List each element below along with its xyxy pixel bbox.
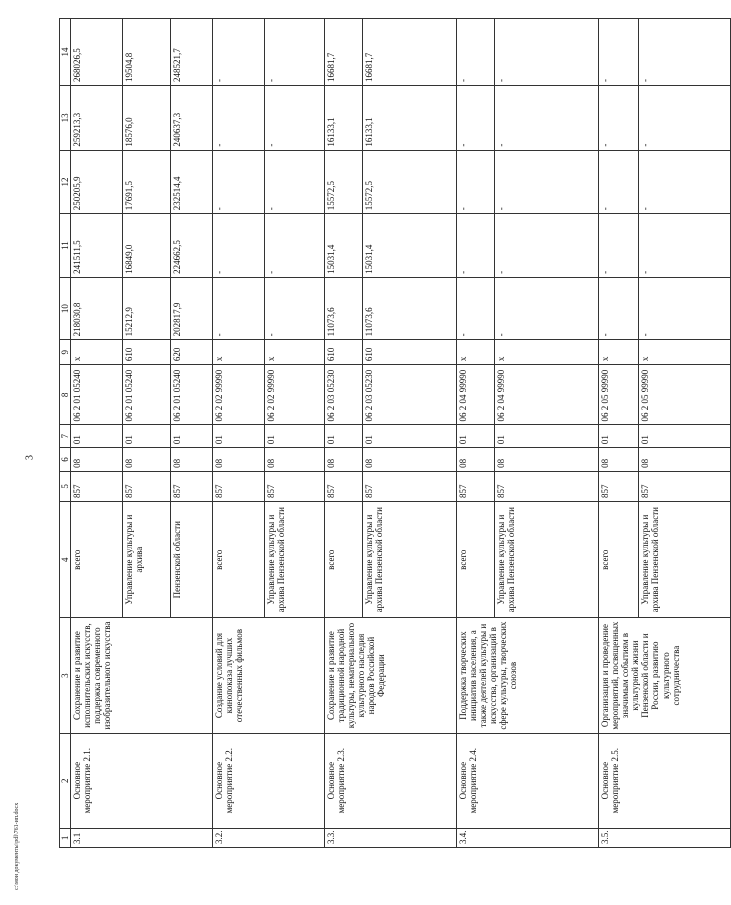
section-code: 08	[325, 448, 363, 472]
subsection-code: 01	[599, 425, 639, 448]
column-number-7: 7	[60, 425, 71, 448]
event-description: Создание условий для кинопоказа лучших отечественных фильмов	[213, 618, 325, 733]
event-name: Основное мероприятие 2.5.	[599, 733, 731, 828]
budget-table	[59, 18, 731, 848]
amount-col-12: 15572,5	[363, 150, 457, 214]
column-number-3: 3	[60, 618, 71, 733]
grbs-code: 857	[123, 471, 171, 501]
subsection-code: 01	[457, 425, 495, 448]
amount-col-10: -	[639, 277, 731, 340]
event-name: Основное мероприятие 2.3.	[325, 733, 457, 828]
executor-cell: всего	[71, 501, 123, 617]
amount-col-10: -	[599, 277, 639, 340]
expense-type-code: х	[71, 340, 123, 365]
subsection-code: 01	[265, 425, 325, 448]
amount-col-14: 16681,7	[363, 19, 457, 86]
expense-type-code: х	[639, 340, 731, 365]
grbs-code: 857	[171, 471, 213, 501]
grbs-code: 857	[363, 471, 457, 501]
section-code: 08	[495, 448, 599, 472]
amount-col-12: -	[639, 150, 731, 214]
expense-type-code: х	[213, 340, 265, 365]
amount-col-10: -	[457, 277, 495, 340]
column-number-6: 6	[60, 448, 71, 472]
table-row	[457, 19, 495, 848]
amount-col-13: 16133,1	[363, 85, 457, 150]
section-code: 08	[363, 448, 457, 472]
section-code: 08	[71, 448, 123, 472]
event-name: Основное мероприятие 2.1.	[71, 733, 213, 828]
footer-file-path: c:\мои документы\pdl\761-ип.docx	[14, 802, 20, 890]
expense-type-code: х	[265, 340, 325, 365]
event-description: Сохранение и развитие исполнительских искусств, поддержка современного изобразительного искусства	[71, 618, 213, 733]
amount-col-14: -	[495, 19, 599, 86]
amount-col-11: -	[495, 214, 599, 278]
target-article-code: 06 2 04 99990	[457, 365, 495, 425]
amount-col-11: -	[599, 214, 639, 278]
grbs-code: 857	[71, 471, 123, 501]
amount-col-12: -	[213, 150, 265, 214]
column-number-14: 14	[60, 19, 71, 86]
section-code: 08	[599, 448, 639, 472]
target-article-code: 06 2 03 05230	[325, 365, 363, 425]
expense-type-code: 610	[123, 340, 171, 365]
header-row	[60, 19, 71, 848]
column-number-10: 10	[60, 277, 71, 340]
amount-col-12: 17691,5	[123, 150, 171, 214]
amount-col-11: 224662,5	[171, 214, 213, 278]
executor-cell: всего	[457, 501, 495, 617]
executor-cell: всего	[213, 501, 265, 617]
executor-cell: Управление культуры и архива	[123, 501, 171, 617]
amount-col-13: -	[639, 85, 731, 150]
amount-col-14: 268026,5	[71, 19, 123, 86]
executor-cell: всего	[599, 501, 639, 617]
target-article-code: 06 2 05 99990	[599, 365, 639, 425]
section-code: 08	[265, 448, 325, 472]
table-row	[599, 19, 639, 848]
section-code: 08	[639, 448, 731, 472]
target-article-code: 06 2 01 05240	[171, 365, 213, 425]
item-number: 3.2.	[213, 828, 325, 847]
amount-col-10: -	[213, 277, 265, 340]
grbs-code: 857	[457, 471, 495, 501]
amount-col-11: -	[265, 214, 325, 278]
amount-col-12: -	[265, 150, 325, 214]
amount-col-12: -	[599, 150, 639, 214]
amount-col-11: 15031,4	[363, 214, 457, 278]
target-article-code: 06 2 03 05230	[363, 365, 457, 425]
amount-col-11: -	[457, 214, 495, 278]
amount-col-11: 16849,0	[123, 214, 171, 278]
target-article-code: 06 2 05 99990	[639, 365, 731, 425]
amount-col-12: 232514,4	[171, 150, 213, 214]
amount-col-12: 250205,9	[71, 150, 123, 214]
expense-type-code: 620	[171, 340, 213, 365]
amount-col-10: 11073,6	[325, 277, 363, 340]
table-body	[71, 19, 731, 848]
target-article-code: 06 2 02 99990	[265, 365, 325, 425]
target-article-code: 06 2 02 99990	[213, 365, 265, 425]
amount-col-13: 240637,3	[171, 85, 213, 150]
event-description: Сохранение и развитие традиционной народной культуры, нематериального культурного наследия народов Российской Федерации	[325, 618, 457, 733]
amount-col-11: -	[639, 214, 731, 278]
event-name: Основное мероприятие 2.2.	[213, 733, 325, 828]
grbs-code: 857	[213, 471, 265, 501]
table-row	[213, 19, 265, 848]
executor-cell: Управление культуры и архива Пензенской области	[639, 501, 731, 617]
executor-cell: Управление культуры и архива Пензенской области	[363, 501, 457, 617]
subsection-code: 01	[213, 425, 265, 448]
amount-col-14: 248521,7	[171, 19, 213, 86]
expense-type-code: х	[457, 340, 495, 365]
column-number-4: 4	[60, 501, 71, 617]
expense-type-code: х	[599, 340, 639, 365]
table-row	[71, 19, 123, 848]
amount-col-14: 16681,7	[325, 19, 363, 86]
amount-col-10: 218030,8	[71, 277, 123, 340]
subsection-code: 01	[495, 425, 599, 448]
amount-col-13: 259213,3	[71, 85, 123, 150]
expense-type-code: х	[495, 340, 599, 365]
event-description: Организация и проведение мероприятий, посвященных значимым событиям в культурной жизни Пензенской области и России, развитию культурного сотрудничества	[599, 618, 731, 733]
column-number-1: 1	[60, 828, 71, 847]
section-code: 08	[123, 448, 171, 472]
amount-col-10: -	[495, 277, 599, 340]
column-number-5: 5	[60, 471, 71, 501]
item-number: 3.1	[71, 828, 213, 847]
executor-cell: Управление культуры и архива Пензенской области	[495, 501, 599, 617]
column-number-13: 13	[60, 85, 71, 150]
grbs-code: 857	[325, 471, 363, 501]
column-number-8: 8	[60, 365, 71, 425]
expense-type-code: 610	[325, 340, 363, 365]
amount-col-11: 15031,4	[325, 214, 363, 278]
table-row	[325, 19, 363, 848]
item-number: 3.3.	[325, 828, 457, 847]
amount-col-14: -	[213, 19, 265, 86]
item-number: 3.5.	[599, 828, 731, 847]
column-number-12: 12	[60, 150, 71, 214]
amount-col-10: 11073,6	[363, 277, 457, 340]
target-article-code: 06 2 01 05240	[123, 365, 171, 425]
target-article-code: 06 2 04 99990	[495, 365, 599, 425]
grbs-code: 857	[599, 471, 639, 501]
amount-col-14: -	[599, 19, 639, 86]
column-number-11: 11	[60, 214, 71, 278]
amount-col-13: -	[495, 85, 599, 150]
subsection-code: 01	[71, 425, 123, 448]
event-description: Поддержка творческих инициатив населения, а также деятелей культуры и искусства, организаций в сфере культуры, творческих союзов	[457, 618, 599, 733]
amount-col-11: 241511,5	[71, 214, 123, 278]
amount-col-13: -	[457, 85, 495, 150]
amount-col-13: -	[599, 85, 639, 150]
executor-cell: всего	[325, 501, 363, 617]
amount-col-10: -	[265, 277, 325, 340]
amount-col-13: 16133,1	[325, 85, 363, 150]
section-code: 08	[213, 448, 265, 472]
amount-col-10: 15212,9	[123, 277, 171, 340]
amount-col-11: -	[213, 214, 265, 278]
grbs-code: 857	[639, 471, 731, 501]
amount-col-14: -	[265, 19, 325, 86]
amount-col-10: 202817,9	[171, 277, 213, 340]
amount-col-13: -	[265, 85, 325, 150]
executor-cell: Управление культуры и архива Пензенской области	[265, 501, 325, 617]
column-number-9: 9	[60, 340, 71, 365]
amount-col-12: 15572,5	[325, 150, 363, 214]
subsection-code: 01	[363, 425, 457, 448]
subsection-code: 01	[123, 425, 171, 448]
item-number: 3.4.	[457, 828, 599, 847]
target-article-code: 06 2 01 05240	[71, 365, 123, 425]
subsection-code: 01	[639, 425, 731, 448]
amount-col-13: 18576,0	[123, 85, 171, 150]
expense-type-code: 610	[363, 340, 457, 365]
executor-cell: Пензенской области	[171, 501, 213, 617]
amount-col-14: 19504,8	[123, 19, 171, 86]
event-name: Основное мероприятие 2.4.	[457, 733, 599, 828]
budget-table-container	[59, 18, 681, 848]
amount-col-14: -	[457, 19, 495, 86]
column-number-2: 2	[60, 733, 71, 828]
amount-col-12: -	[495, 150, 599, 214]
amount-col-13: -	[213, 85, 265, 150]
subsection-code: 01	[325, 425, 363, 448]
section-code: 08	[457, 448, 495, 472]
section-code: 08	[171, 448, 213, 472]
subsection-code: 01	[171, 425, 213, 448]
page-number: 3	[24, 455, 36, 460]
grbs-code: 857	[265, 471, 325, 501]
amount-col-14: -	[639, 19, 731, 86]
grbs-code: 857	[495, 471, 599, 501]
amount-col-12: -	[457, 150, 495, 214]
